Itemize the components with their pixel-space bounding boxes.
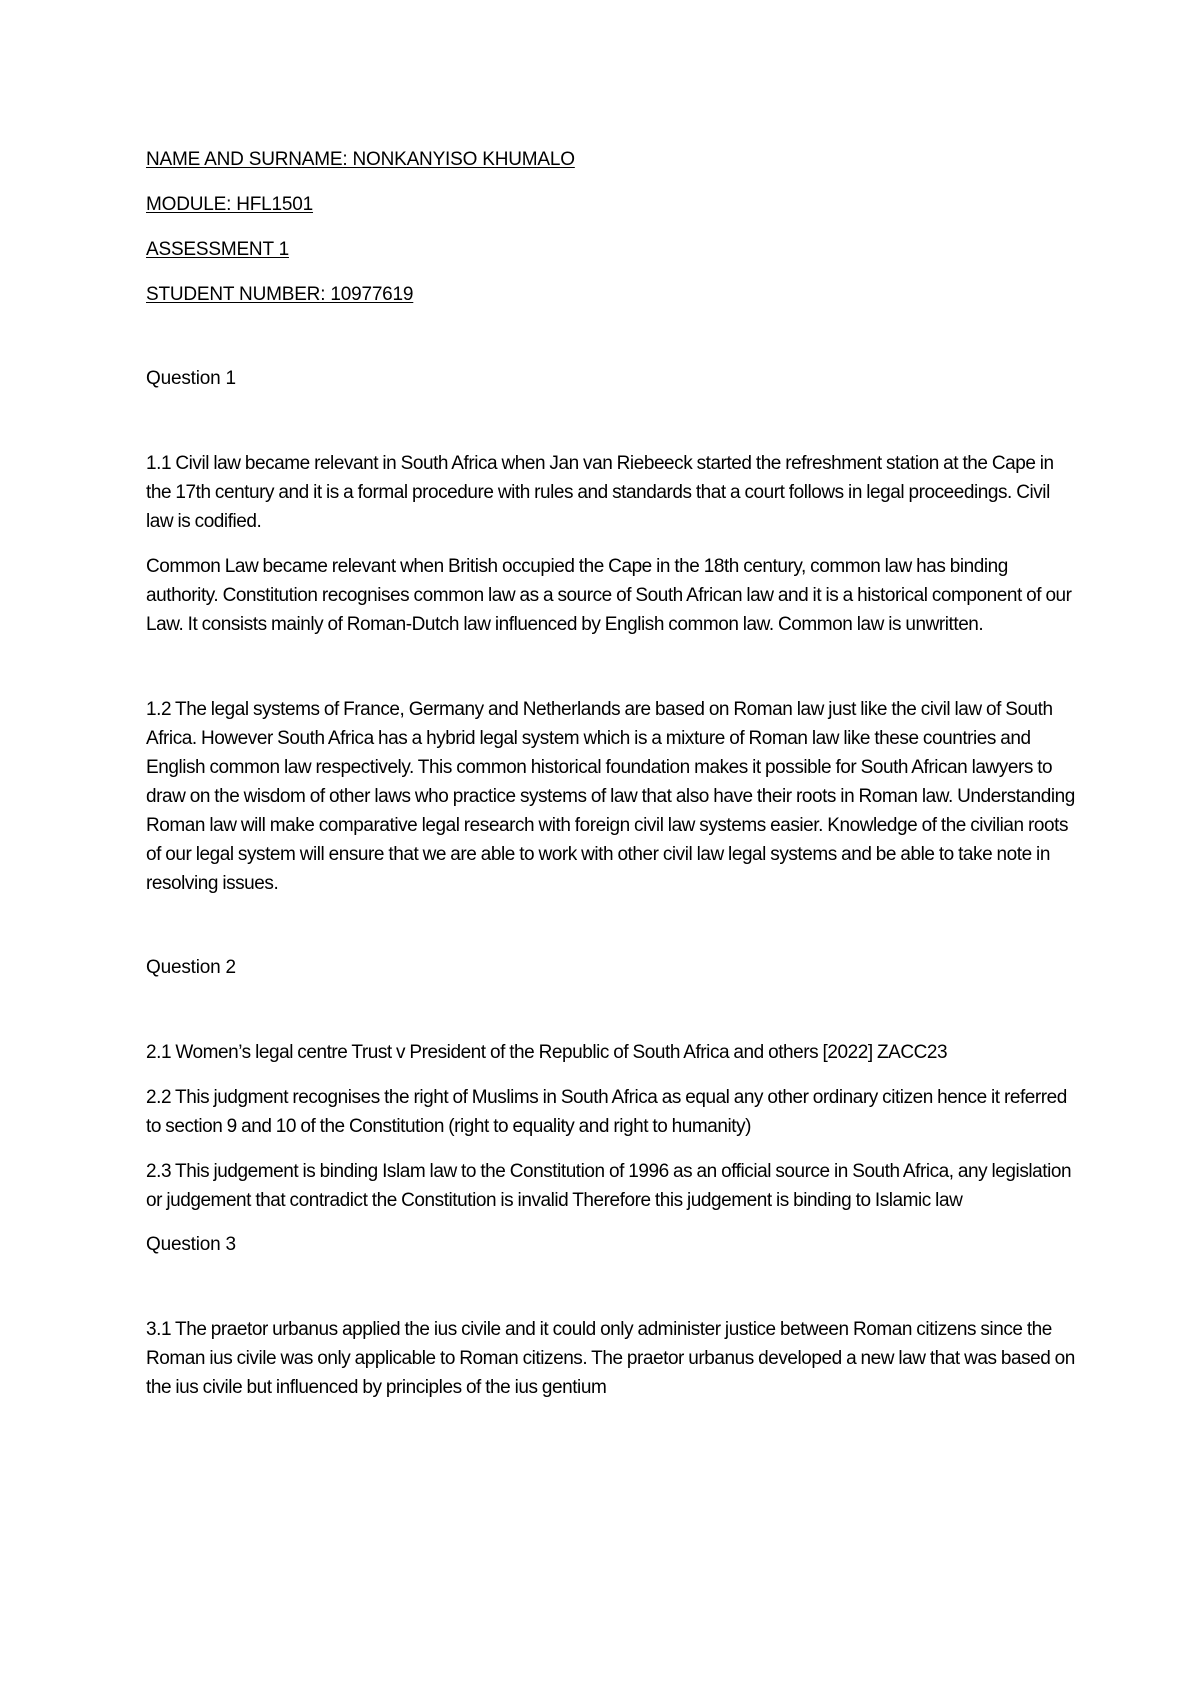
answer-2-2: 2.2 This judgment recognises the right of Muslims in South Africa as equal any other ordinary citizen hence it referred to section 9 and 10 of the Constitution (right to equality and right to humanity) bbox=[146, 1087, 1067, 1137]
answer-3-1: 3.1 The praetor urbanus applied the ius civile and it could only administer justice between Roman citizens since the Roman ius civile was only applicable to Roman citizens. The praetor urbanus developed a new law that was based on the ius civile but influenced by principles of the ius gentium bbox=[146, 1319, 1075, 1398]
student-name: NAME AND SURNAME: NONKANYISO KHUMALO bbox=[146, 149, 575, 170]
question-2-heading: Question 2 bbox=[146, 957, 236, 978]
document-body bbox=[146, 146, 1076, 1402]
answer-1-2: 1.2 The legal systems of France, Germany and Netherlands are based on Roman law just like the civil law of South Africa. However South Africa has a hybrid legal system which is a mixture of Roman law like these countries and English common law respectively. This common historical foundation makes it possible for South African lawyers to draw on the wisdom of other laws who practice systems of law that also have their roots in Roman law. Understanding Roman law will make comparative legal research with foreign civil law systems easier. Knowledge of the civilian roots of our legal system will ensure that we are able to work with other civil law legal systems and be able to take note in resolving issues. bbox=[146, 699, 1075, 894]
question-1-heading: Question 1 bbox=[146, 368, 236, 389]
student-number: STUDENT NUMBER: 10977619 bbox=[146, 284, 414, 305]
assessment-title: ASSESSMENT 1 bbox=[146, 239, 289, 260]
module-code: MODULE: HFL1501 bbox=[146, 194, 314, 215]
answer-2-3: 2.3 This judgement is binding Islam law to the Constitution of 1996 as an official source in South Africa, any legislation or judgement that contradict the Constitution is invalid Therefore this judgement is binding to Islamic law bbox=[146, 1161, 1072, 1211]
answer-1-1-common-law: Common Law became relevant when British occupied the Cape in the 18th century, common law has binding authority. Constitution recognises common law as a source of South African law and it is a historical component of our Law. It consists mainly of Roman-Dutch law influenced by English common law. Common law is unwritten. bbox=[146, 556, 1072, 635]
answer-1-1-civil-law: 1.1 Civil law became relevant in South Africa when Jan van Riebeeck started the refreshment station at the Cape in the 17th century and it is a formal procedure with rules and standards that a court follows in legal proceedings. Civil law is codified. bbox=[146, 453, 1054, 532]
answer-2-1: 2.1 Women’s legal centre Trust v President of the Republic of South Africa and others [2022] ZACC23 bbox=[146, 1042, 948, 1063]
question-3-heading: Question 3 bbox=[146, 1234, 236, 1255]
